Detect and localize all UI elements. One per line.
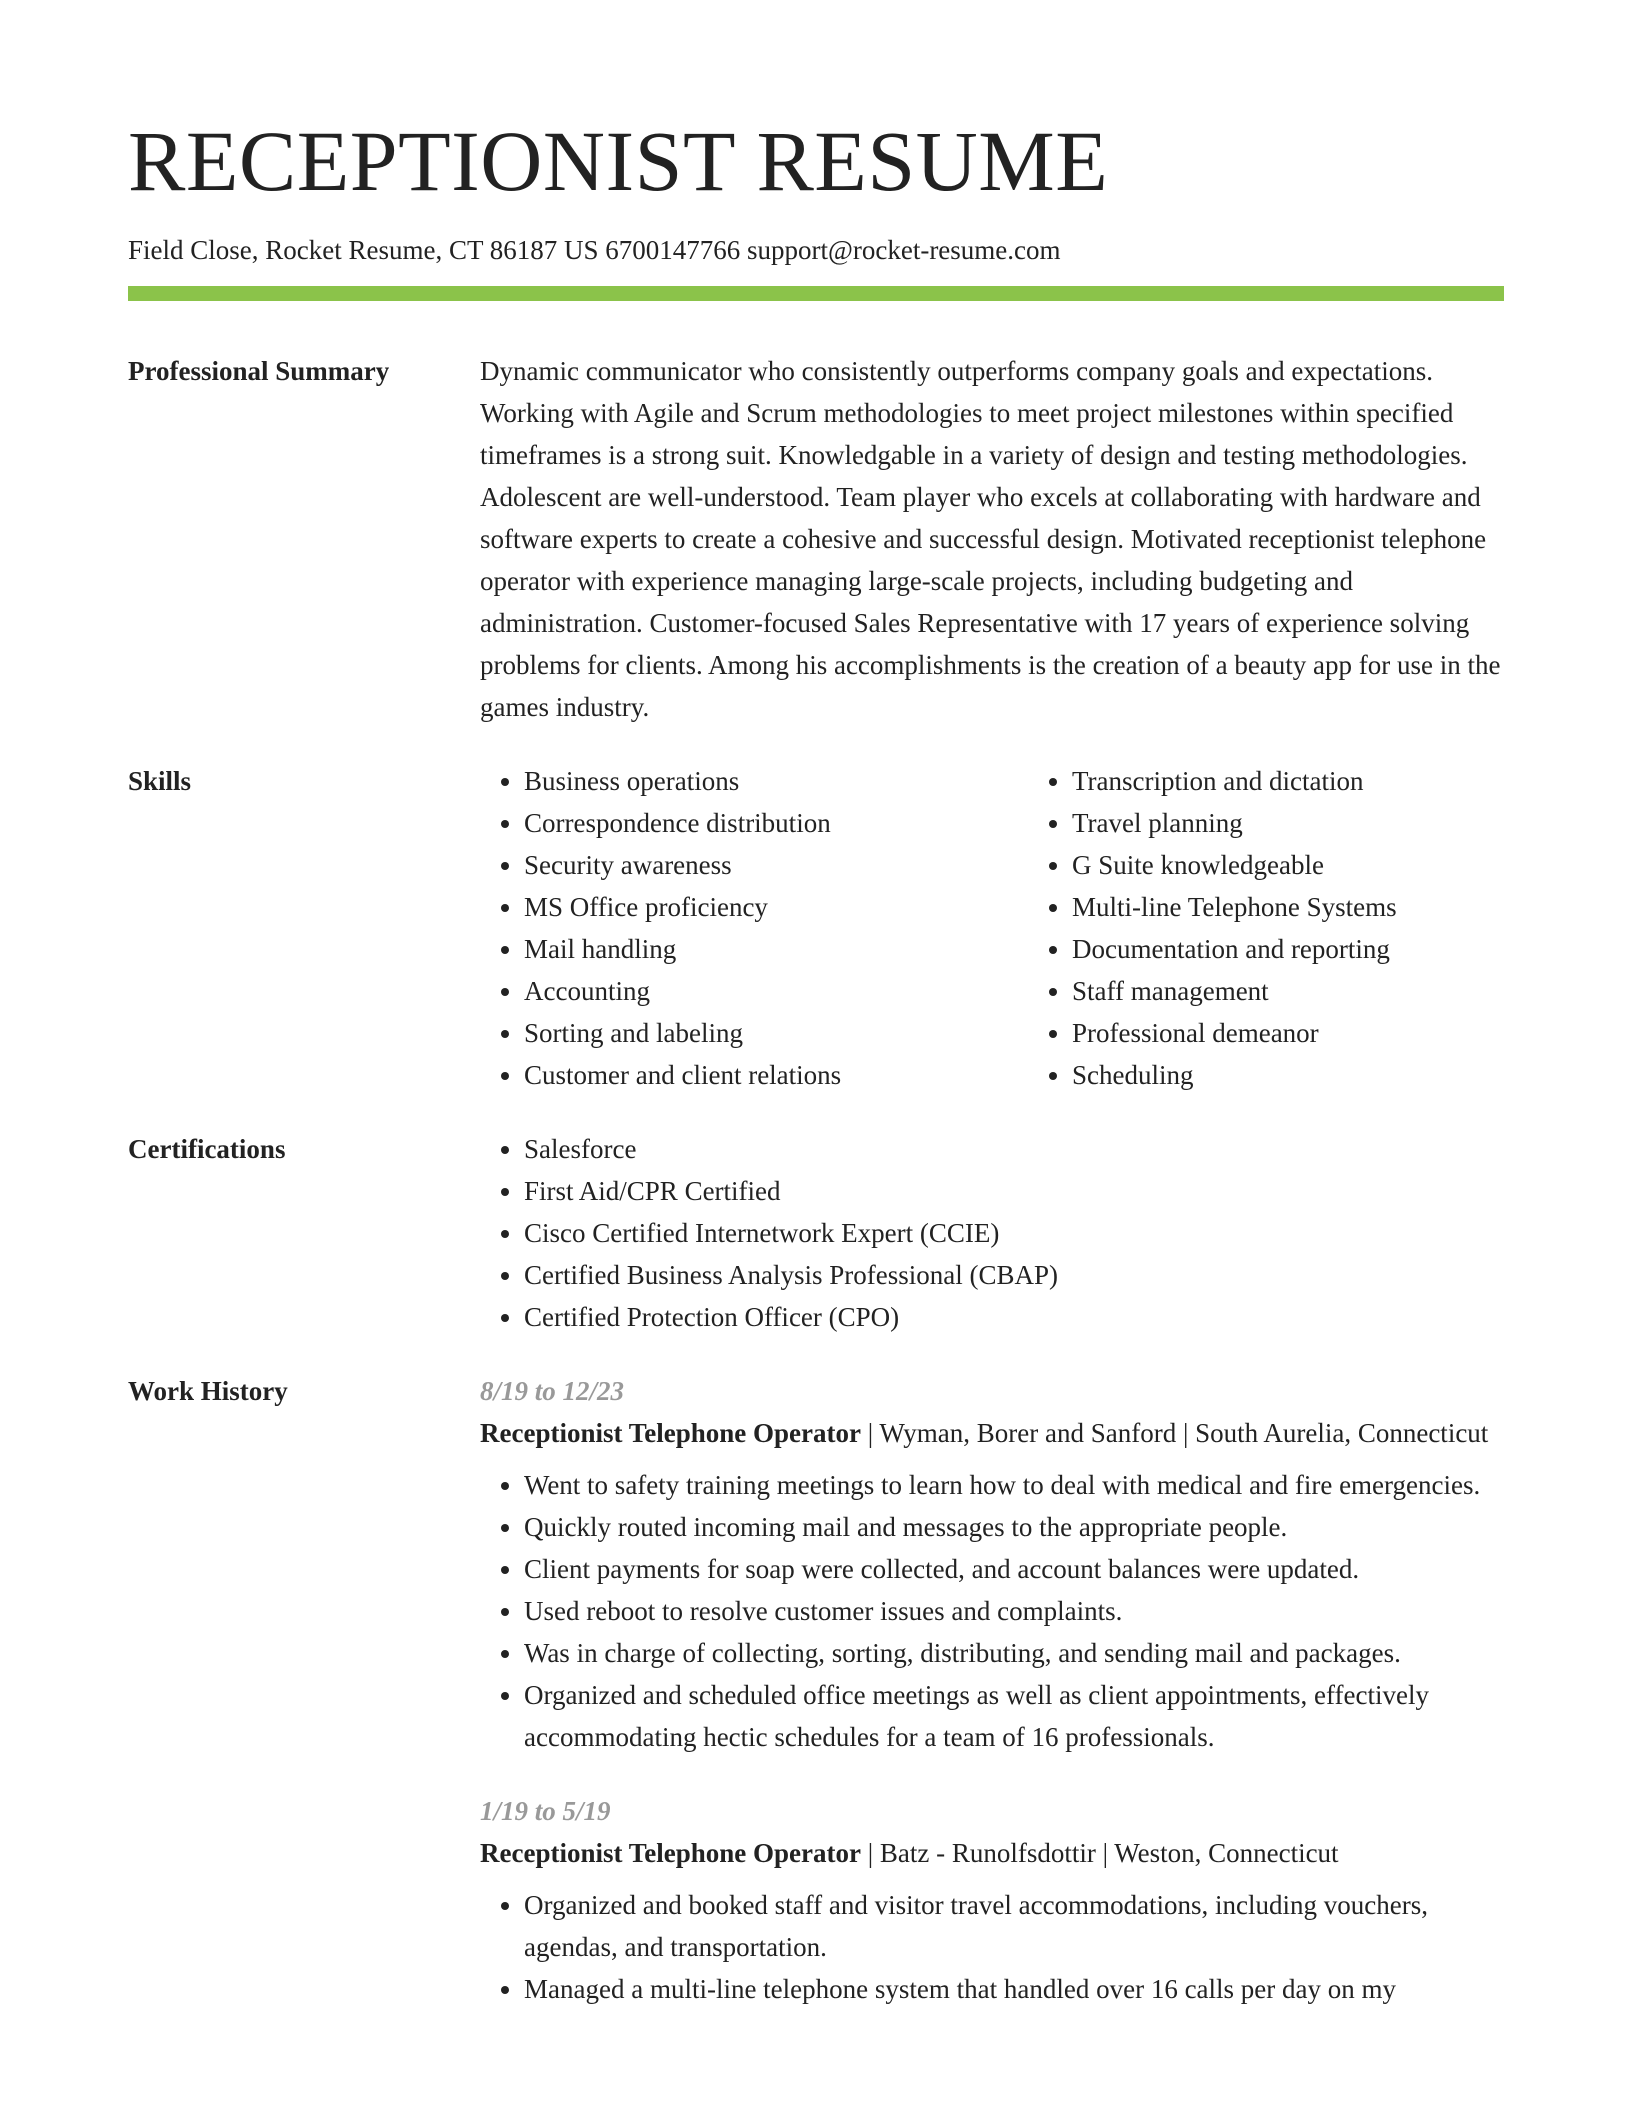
skill-item: • Scheduling bbox=[1072, 1054, 1576, 1096]
job-bullet: • Client payments for soap were collected, and account balances were updated. bbox=[524, 1548, 1504, 1590]
resume-title: RECEPTIONIST RESUME bbox=[128, 113, 1109, 209]
skill-item: • Transcription and dictation bbox=[1072, 760, 1576, 802]
certification-item: • Cisco Certified Internetwork Expert (CCIE) bbox=[524, 1212, 1504, 1254]
skill-item: • Business operations bbox=[524, 760, 1028, 802]
skill-item: • Professional demeanor bbox=[1072, 1012, 1576, 1054]
contact-line bbox=[128, 233, 1061, 267]
section-label: Work History bbox=[128, 1376, 288, 1406]
contact-email: support@rocket-resume.com bbox=[747, 235, 1061, 265]
contact-phone: 6700147766 bbox=[605, 235, 741, 265]
job-title: Receptionist Telephone Operator bbox=[480, 1418, 861, 1448]
section-label: Professional Summary bbox=[128, 356, 390, 386]
summary-text: Dynamic communicator who consistently outperforms company goals and expectations. Working with Agile and Scrum methodologies to meet project milestones within specified timeframes is a strong suit. Knowledgable in a variety of design and testing methodologies. Adolescent are well-understood. Team player who excels at collaborating with hardware and software experts to create a cohesive and successful design. Motivated receptionist telephone operator with experience managing large-scale projects, including budgeting and administration. Customer-focused Sales Representative with 17 years of experience solving problems for clients. Among his accomplishments is the creation of a beauty app for use in the games industry. bbox=[480, 356, 1501, 722]
skill-item: • Documentation and reporting bbox=[1072, 928, 1576, 970]
skill-item: • Travel planning bbox=[1072, 802, 1576, 844]
job-heading bbox=[480, 1412, 1504, 1454]
section-label: Certifications bbox=[128, 1134, 286, 1164]
skill-item: • Staff management bbox=[1072, 970, 1576, 1012]
section-content bbox=[480, 1370, 1504, 2042]
job-details: | Wyman, Borer and Sanford | South Aurelia, Connecticut bbox=[860, 1418, 1489, 1448]
header-divider bbox=[128, 286, 1504, 301]
section-content bbox=[480, 350, 1504, 728]
certifications-list bbox=[480, 1128, 1504, 1338]
section-content bbox=[480, 1128, 1504, 1338]
job-entry bbox=[480, 1790, 1504, 2010]
job-bullet: • Went to safety training meetings to learn how to deal with medical and fire emergencies. bbox=[524, 1464, 1504, 1506]
contact-address: Field Close, Rocket Resume, CT 86187 US bbox=[128, 235, 599, 265]
job-details: | Batz - Runolfsdottir | Weston, Connecticut bbox=[860, 1838, 1339, 1868]
skill-item: • Multi-line Telephone Systems bbox=[1072, 886, 1576, 928]
job-heading bbox=[480, 1832, 1504, 1874]
section-label: Skills bbox=[128, 766, 192, 796]
section-skills bbox=[128, 760, 1504, 1096]
job-bullets bbox=[480, 1464, 1504, 1758]
section-professional-summary bbox=[128, 350, 1504, 728]
job-bullet: • Organized and booked staff and visitor travel accommodations, including vouchers, agendas, and transportation. bbox=[524, 1884, 1504, 1968]
job-entry bbox=[480, 1370, 1504, 1758]
job-bullet: • Organized and scheduled office meetings as well as client appointments, effectively accommodating hectic schedules for a team of 16 professionals. bbox=[524, 1674, 1504, 1758]
job-title: Receptionist Telephone Operator bbox=[480, 1838, 861, 1868]
job-dates: 8/19 to 12/23 bbox=[480, 1376, 625, 1406]
skills-list-right bbox=[1028, 760, 1576, 1096]
job-dates: 1/19 to 5/19 bbox=[480, 1796, 611, 1826]
skill-item: • G Suite knowledgeable bbox=[1072, 844, 1576, 886]
section-work-history bbox=[128, 1370, 1504, 2042]
certification-item: • Certified Business Analysis Professional (CBAP) bbox=[524, 1254, 1504, 1296]
skill-item: • Customer and client relations bbox=[524, 1054, 1028, 1096]
skill-item: • Mail handling bbox=[524, 928, 1028, 970]
skill-item: • Correspondence distribution bbox=[524, 802, 1028, 844]
skills-columns bbox=[480, 760, 1576, 1096]
certification-item: • Salesforce bbox=[524, 1128, 1504, 1170]
job-bullet: • Managed a multi-line telephone system that handled over 16 calls per day on my bbox=[524, 1968, 1504, 2010]
skill-item: • MS Office proficiency bbox=[524, 886, 1028, 928]
certification-item: • First Aid/CPR Certified bbox=[524, 1170, 1504, 1212]
skill-item: • Security awareness bbox=[524, 844, 1028, 886]
job-bullets bbox=[480, 1884, 1504, 2010]
skill-item: • Accounting bbox=[524, 970, 1028, 1012]
job-bullet: • Was in charge of collecting, sorting, distributing, and sending mail and packages. bbox=[524, 1632, 1504, 1674]
resume-body bbox=[128, 350, 1504, 2074]
job-bullet: • Used reboot to resolve customer issues and complaints. bbox=[524, 1590, 1504, 1632]
skill-item: • Sorting and labeling bbox=[524, 1012, 1028, 1054]
skills-list-left bbox=[480, 760, 1028, 1096]
certification-item: • Certified Protection Officer (CPO) bbox=[524, 1296, 1504, 1338]
job-bullet: • Quickly routed incoming mail and messages to the appropriate people. bbox=[524, 1506, 1504, 1548]
section-certifications bbox=[128, 1128, 1504, 1338]
